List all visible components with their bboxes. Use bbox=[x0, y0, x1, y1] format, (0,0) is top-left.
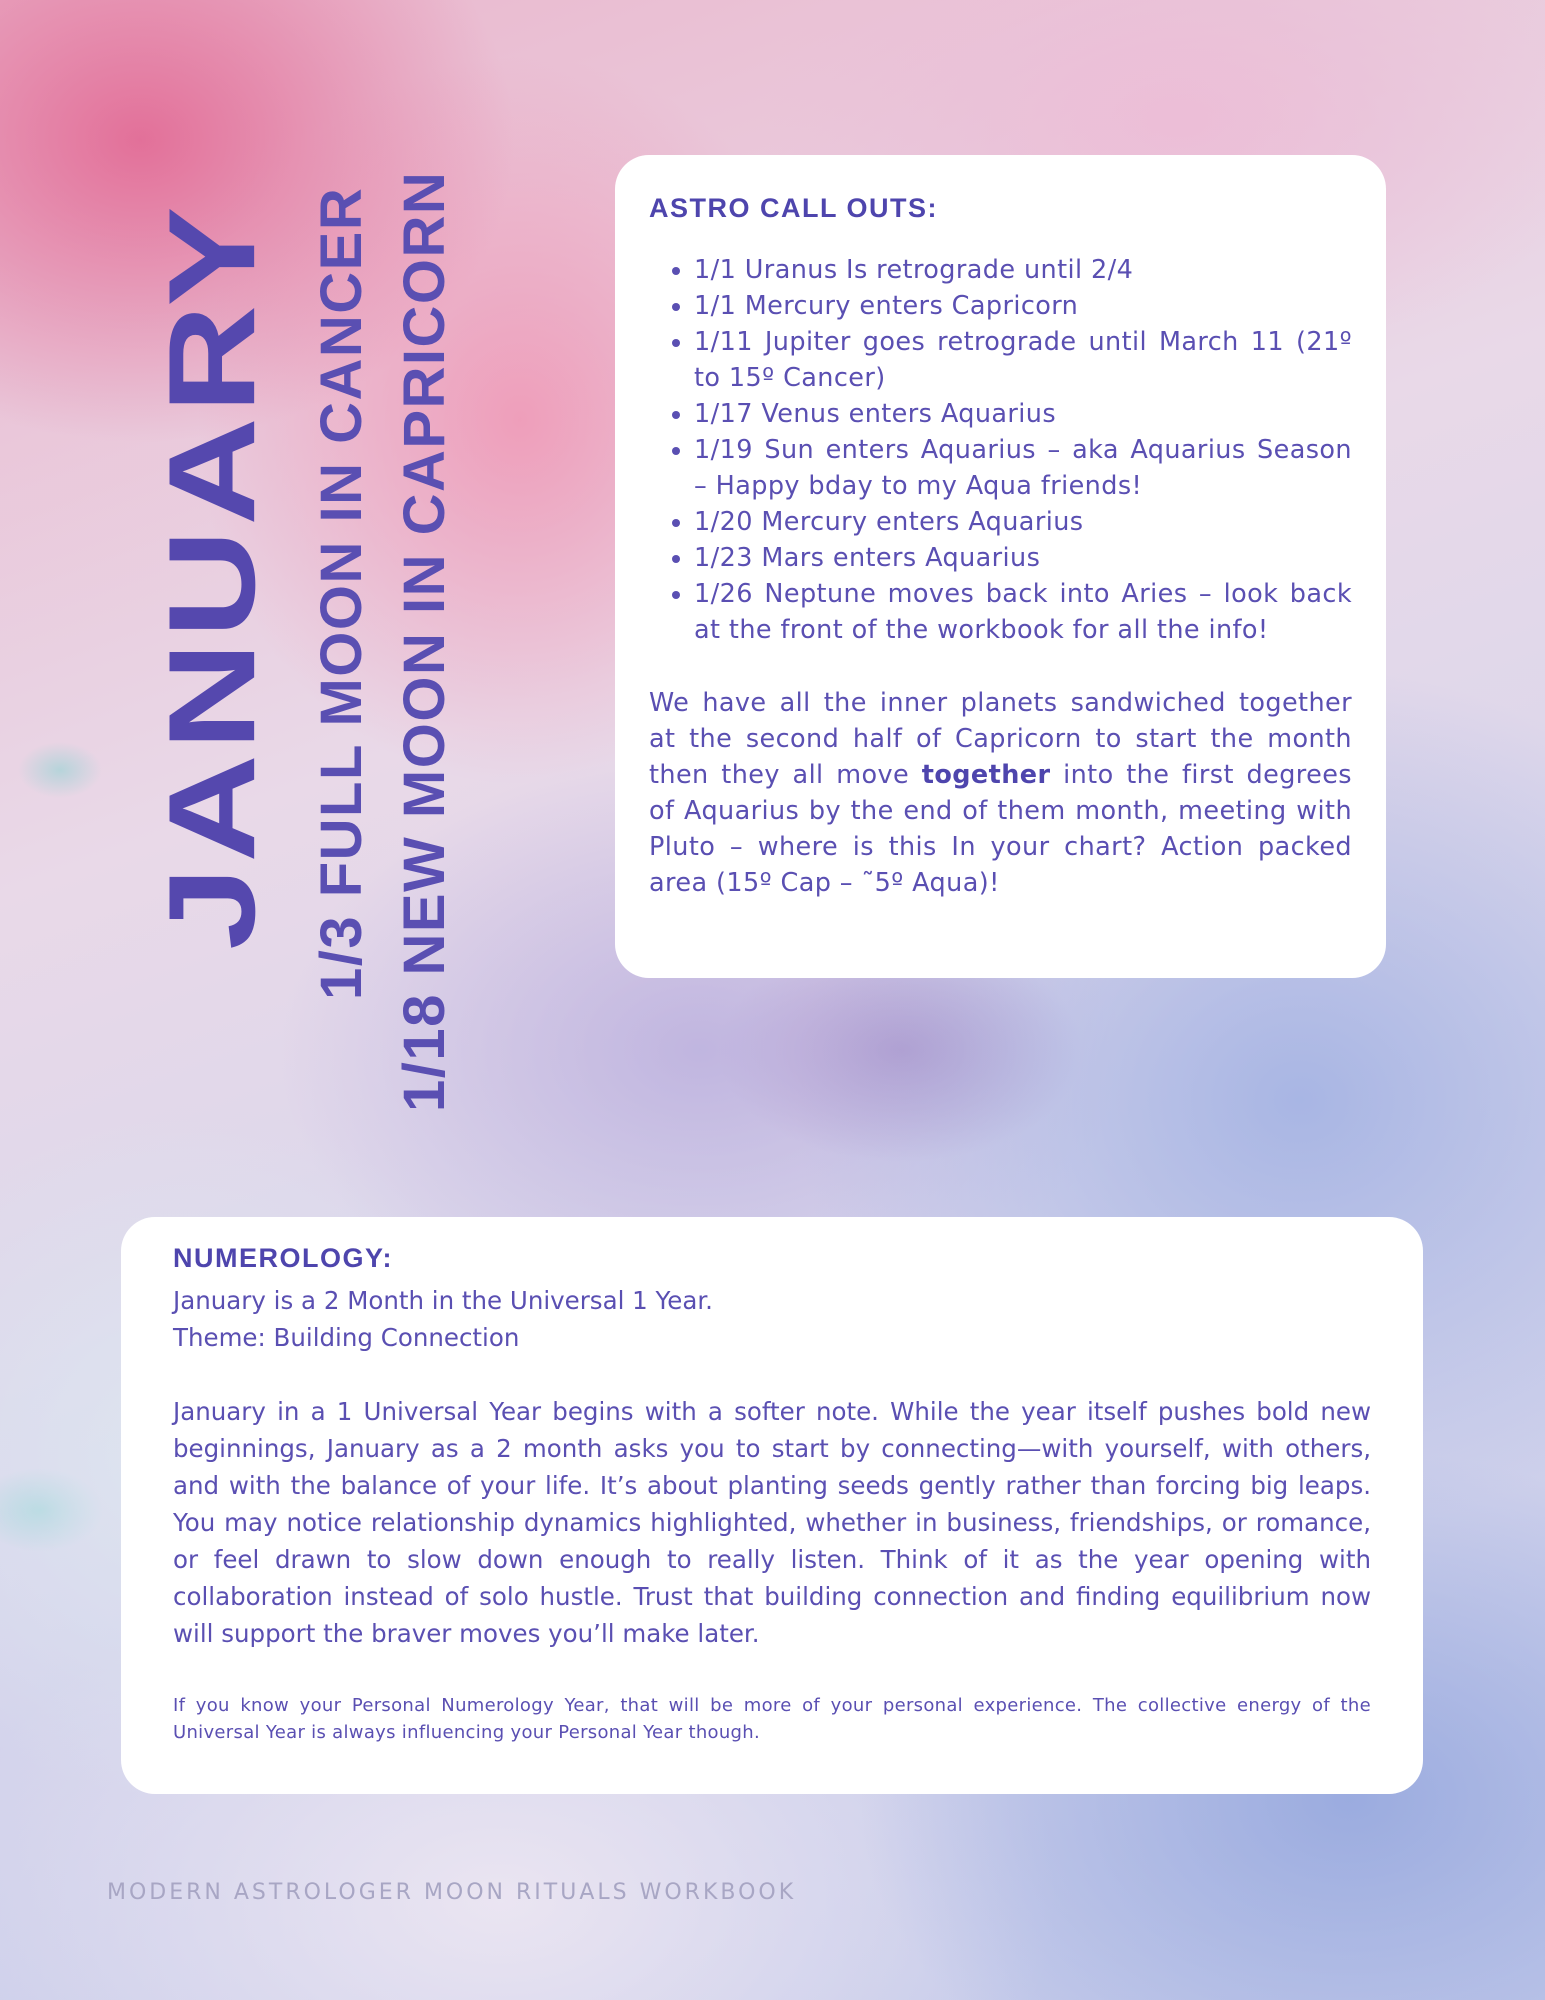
full-moon-title: 1/3 FULL MOON IN CANCER bbox=[309, 186, 374, 1000]
list-item: • 1/23 Mars enters Aquarius bbox=[694, 540, 1352, 576]
list-item: • 1/17 Venus enters Aquarius bbox=[694, 396, 1352, 432]
list-item: • 1/1 Uranus Is retrograde until 2/4 bbox=[694, 252, 1352, 288]
astro-list bbox=[649, 252, 1352, 648]
numerology-body: January in a 1 Universal Year begins with a softer note. While the year itself pushes bold new beginnings, January as a 2 month asks you to start by connecting—with yourself, with others, and with the balance of your life. It’s about planting seeds gently rather than forcing big leaps. You may notice relationship dynamics highlighted, whether in business, friendships, or romance, or feel drawn to slow down enough to really listen. Think of it as the year opening with collaboration instead of solo hustle. Trust that building connection and finding equilibrium now will support the braver moves you’ll make later. bbox=[173, 1397, 1371, 1648]
list-item: • 1/1 Mercury enters Capricorn bbox=[694, 288, 1352, 324]
page-footer: MODERN ASTROLOGER MOON RITUALS WORKBOOK bbox=[107, 1880, 797, 1905]
astro-summary bbox=[649, 685, 1352, 901]
astro-summary-emphasis: together bbox=[921, 760, 1051, 790]
list-item: • 1/26 Neptune moves back into Aries – look back at the front of the workbook for all the info! bbox=[694, 576, 1352, 648]
list-item: • 1/11 Jupiter goes retrograde until March 11 (21º to 15º Cancer) bbox=[694, 324, 1352, 396]
astro-callouts-card bbox=[615, 155, 1386, 978]
numerology-month-line: January is a 2 Month in the Universal 1 Year. bbox=[173, 1286, 713, 1315]
list-item: • 1/20 Mercury enters Aquarius bbox=[694, 504, 1352, 540]
list-item: • 1/19 Sun enters Aquarius – aka Aquarius Season – Happy bday to my Aqua friends! bbox=[694, 432, 1352, 504]
numerology-theme-line: Theme: Building Connection bbox=[173, 1323, 520, 1352]
astro-summary-start: We have all the inner planets sandwiched together at the second half of Capricorn to start the month then they all move bbox=[649, 688, 1352, 790]
numerology-card bbox=[121, 1217, 1423, 1794]
numerology-note: If you know your Personal Numerology Year, that will be more of your personal experience. The collective energy of the Universal Year is always influencing your Personal Year though. bbox=[173, 1695, 1371, 1743]
astro-summary-end: into the first degrees of Aquarius by the end of them month, meeting with Pluto – where is this In your chart? Action packed area (15º Cap – ˜5º Aqua)! bbox=[649, 760, 1352, 898]
new-moon-title: 1/18 NEW MOON IN CAPRICORN bbox=[392, 170, 457, 1112]
month-title: JANUARY bbox=[142, 202, 281, 950]
numerology-heading: NUMEROLOGY: bbox=[173, 1243, 393, 1273]
astro-heading: ASTRO CALL OUTS: bbox=[649, 193, 938, 223]
